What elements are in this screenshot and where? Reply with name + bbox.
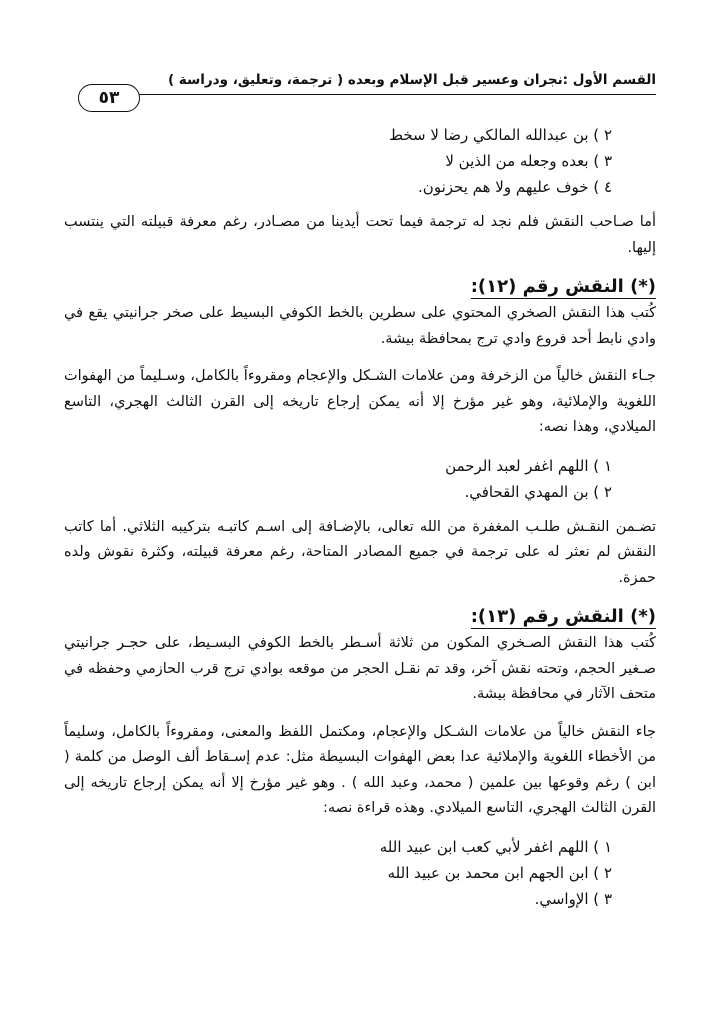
paragraph: جاء النقش خالياً من علامات الشـكل والإعجام، ومكتمل اللفظ والمعنى، ومقروءاً بالكامل، وسليماً من الأخطاء اللغوية والإملائية عدا بعض الهفوات البسيطة مثل: عدم إسـقاط ألف الوصل من كلمة ( ابن ) رغم وقوعها بين علمين ( محمد، وعبد الله ) . وهو غير مؤرخ إلا أنه يمكن إرجاع تاريخه إلى القرن الثالث الهجري، التاسع الميلادي. وهذه قراءة نصه: [64, 723, 656, 816]
inscription-line: ٣ ) بعده وجعله من الذين لا [445, 152, 612, 170]
inscription-line: ٢ ) بن عبدالله المالكي رضا لا سخط [389, 126, 612, 144]
inscription-lines-list [64, 834, 656, 912]
header-rule [138, 94, 656, 95]
inscription-line: ٣ ) الإواسي. [534, 889, 612, 908]
paragraph: أما صـاحب النقش فلم نجد له ترجمة فيما تحت أيدينا من مصـادر، رغم معرفة قبيلته التي ينتسب إليها. [64, 214, 656, 256]
section-heading-13 [64, 603, 656, 631]
page-header [68, 72, 656, 94]
inscription-line: ١ ) اللهم اغفر لأبي كعب ابن عبيد الله [379, 837, 612, 856]
inscription-lines-list [64, 453, 656, 505]
section-heading-12 [64, 273, 656, 301]
inscription-line: ١ ) اللهم اغفر لعبد الرحمن [445, 456, 612, 475]
paragraph: تضـمن النقـش طلـب المغفرة من الله تعالى، بالإضـافة إلى اسـم كاتبـه بتركيبه الثلاثي. أما كاتب النقش لم نعثر له على ترجمة في جميع المصادر المتاحة، رغم معرفة قبيلته، وكثرة نقوش ولده حمزة. [64, 518, 656, 586]
section-heading-text: (*) النقش رقم (١٣): [470, 606, 656, 627]
inscription-line: ٢ ) بن المهدي القحافي. [464, 482, 612, 501]
section-heading-text: (*) النقش رقم (١٢): [470, 276, 656, 297]
inscription-lines-list [64, 122, 656, 200]
paragraph: جـاء النقش خالياً من الزخرفة ومن علامات الشـكل والإعجام ومقروءاً بالكامل، وسـليماً من الهفوات اللغوية والإملائية، وهو غير مؤرخ إلا أنه يمكن إرجاع تاريخه إلى القرن الثالث الهجري، التاسع الميلادي، وهذا نصه: [64, 368, 656, 435]
paragraph: كُتب هذا النقش الصخري المحتوي على سطرين بالخط الكوفي البسيط على صخر جرانيتي يقع في وادي نابط أحد فروع وادي ترج بمحافظة بيشة. [64, 305, 656, 347]
page-body [64, 118, 656, 922]
inscription-line: ٢ ) ابن الجهم ابن محمد بن عبيد الله [387, 863, 612, 882]
page-number-badge: ٥٣ [78, 84, 140, 112]
header-title: القسم الأول :نجران وعسير قبل الإسلام وبعده ( ترجمة، وتعليق، ودراسة ) [167, 72, 656, 88]
paragraph: كُتب هذا النقش الصـخري المكون من ثلاثة أسـطر بالخط الكوفي البسـيط، على حجـر جرانيتي صـغير الحجم، وتحته نقش آخر، وقد تم نقـل الحجر من موقعه بوادي ترج قرب الحازمي وحفظه في متحف الآثار في محافظة بيشة. [64, 635, 656, 702]
inscription-line: ٤ ) خوف عليهم ولا هم يحزنون. [418, 178, 612, 196]
